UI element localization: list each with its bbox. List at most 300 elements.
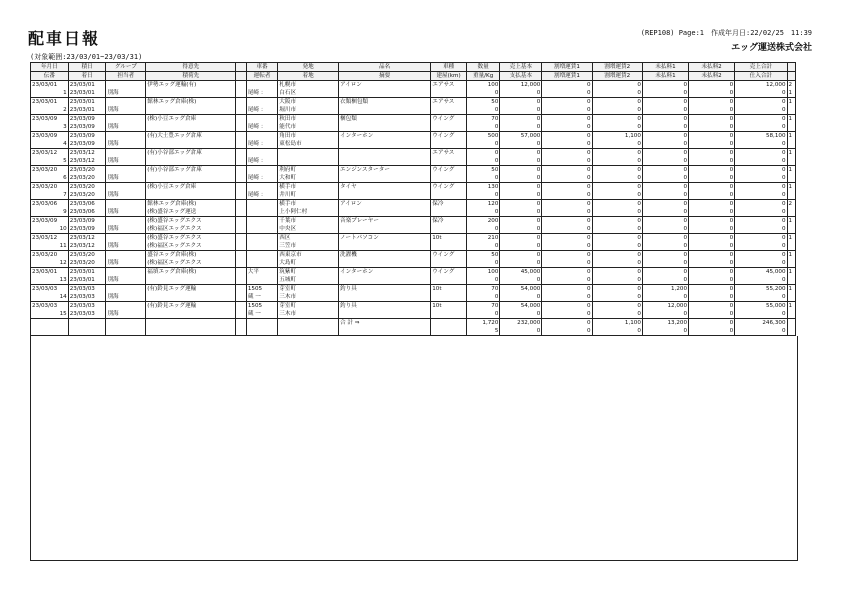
table-cell: 70 <box>466 302 500 311</box>
table-cell: 23/03/09 <box>31 115 69 124</box>
table-cell: 盛谷エッグ倉庫(株) <box>146 251 236 260</box>
table-cell <box>431 259 467 268</box>
table-row <box>31 89 796 98</box>
column-header: 積荷先 <box>146 72 236 81</box>
table-cell: 保冷 <box>431 217 467 226</box>
table-cell: 0 <box>735 234 787 243</box>
table-cell: 23/03/01 <box>68 268 106 277</box>
table-cell: 1 <box>787 115 795 124</box>
table-cell: 0 <box>466 276 500 285</box>
header-row-top <box>31 63 796 72</box>
table-cell: 0 <box>735 310 787 319</box>
table-cell: エアサス <box>431 81 467 90</box>
table-cell: 0 <box>592 200 642 209</box>
table-cell: 1 <box>787 149 795 158</box>
table-cell <box>236 327 246 336</box>
table-cell <box>246 98 277 107</box>
table-cell: 23/03/01 <box>68 106 106 115</box>
table-cell <box>339 123 431 132</box>
table-cell <box>246 234 277 243</box>
table-cell: 0 <box>642 174 688 183</box>
table-row <box>31 149 796 158</box>
table-row <box>31 225 796 234</box>
table-cell: 0 <box>500 149 542 158</box>
table-cell: 0 <box>642 89 688 98</box>
table-cell: 札幌市 <box>278 81 339 90</box>
table-cell: 0 <box>542 132 592 141</box>
table-cell <box>339 276 431 285</box>
table-cell <box>236 276 246 285</box>
column-header <box>787 72 795 81</box>
table-cell: 中央区 <box>278 225 339 234</box>
table-cell: 0 <box>500 310 542 319</box>
table-cell: 0 <box>689 157 735 166</box>
table-cell: 0 <box>735 208 787 217</box>
table-cell <box>278 319 339 328</box>
table-cell: (株)福区エッグエクス <box>146 259 236 268</box>
table-cell: 0 <box>500 115 542 124</box>
table-cell: 50 <box>466 251 500 260</box>
table-cell: 0 <box>689 132 735 141</box>
table-cell <box>787 259 795 268</box>
table-cell: 23/03/09 <box>68 225 106 234</box>
table-cell: 12,000 <box>735 81 787 90</box>
table-cell: 12 <box>31 259 69 268</box>
table-cell: 0 <box>735 174 787 183</box>
table-cell: 0 <box>642 208 688 217</box>
table-cell: 210 <box>466 234 500 243</box>
table-cell: 23/03/20 <box>68 259 106 268</box>
table-cell: 0 <box>592 183 642 192</box>
table-cell: 0 <box>689 140 735 149</box>
table-row <box>31 98 796 107</box>
table-cell: 23/03/01 <box>68 89 106 98</box>
date-range: (対象範囲:23/03/01~23/03/31) <box>30 53 143 61</box>
table-cell: 0 <box>466 310 500 319</box>
table-cell: 別海 <box>106 157 146 166</box>
totals-row <box>31 327 796 336</box>
table-cell <box>146 157 236 166</box>
table-cell: エンジンスターター <box>339 166 431 175</box>
table-cell: 0 <box>592 225 642 234</box>
table-cell: 0 <box>592 208 642 217</box>
table-cell: 0 <box>642 157 688 166</box>
totals-cell: 232,000 <box>500 319 542 328</box>
table-cell: 筑紫町 <box>278 268 339 277</box>
table-cell: 0 <box>642 251 688 260</box>
table-cell: (株)福区エッグエクス <box>146 242 236 251</box>
table-cell: 0 <box>735 200 787 209</box>
table-row <box>31 157 796 166</box>
column-header: 品名 <box>339 63 431 72</box>
table-cell: 23/03/06 <box>31 200 69 209</box>
column-header: 発地 <box>278 63 339 72</box>
table-cell: 0 <box>735 149 787 158</box>
table-cell: 23/03/12 <box>31 234 69 243</box>
table-cell: 1505 <box>246 285 277 294</box>
table-cell: (株)小豆エッグ倉庫 <box>146 183 236 192</box>
table-cell: 西区 <box>278 234 339 243</box>
table-cell <box>236 115 246 124</box>
table-cell <box>236 200 246 209</box>
table-row <box>31 285 796 294</box>
table-cell: 大平 <box>246 268 277 277</box>
table-cell <box>339 208 431 217</box>
table-cell <box>106 81 146 90</box>
table-row <box>31 234 796 243</box>
table-cell: 0 <box>542 251 592 260</box>
table-row <box>31 208 796 217</box>
table-cell: 蔵 一 <box>246 293 277 302</box>
table-cell: 梱包類 <box>339 115 431 124</box>
table-cell: 0 <box>689 310 735 319</box>
table-cell <box>246 276 277 285</box>
totals-label: 合 計 ⇒ <box>339 319 431 328</box>
table-cell: 1 <box>787 285 795 294</box>
table-cell: 0 <box>592 276 642 285</box>
company-name: エッグ運送株式会社 <box>731 43 812 53</box>
table-cell: 0 <box>735 115 787 124</box>
table-cell: 58,100 <box>735 132 787 141</box>
table-cell: 0 <box>542 183 592 192</box>
table-cell: 0 <box>735 89 787 98</box>
table-cell: 10t <box>431 285 467 294</box>
table-cell: 0 <box>542 81 592 90</box>
table-cell: 角田市 <box>278 132 339 141</box>
table-row <box>31 242 796 251</box>
table-row <box>31 174 796 183</box>
table-cell: 55,000 <box>735 302 787 311</box>
table-cell: ノートパソコン <box>339 234 431 243</box>
table-cell: アイロン <box>339 200 431 209</box>
table-cell <box>787 225 795 234</box>
table-cell: 0 <box>592 285 642 294</box>
table-cell: 0 <box>642 259 688 268</box>
column-header: 車番 <box>246 63 277 72</box>
table-cell <box>246 200 277 209</box>
table-cell: 0 <box>466 174 500 183</box>
table-cell: 0 <box>689 242 735 251</box>
table-cell: 0 <box>500 234 542 243</box>
dispatch-table <box>30 62 796 336</box>
table-cell: 0 <box>642 191 688 200</box>
table-cell: 23/03/20 <box>68 174 106 183</box>
table-cell: 0 <box>689 81 735 90</box>
table-cell: 尾崎 ： <box>246 106 277 115</box>
table-cell: 別海 <box>106 225 146 234</box>
table-cell <box>246 166 277 175</box>
table-cell <box>236 268 246 277</box>
table-cell: 衣類梱包類 <box>339 98 431 107</box>
column-header: 着地 <box>278 72 339 81</box>
table-cell: 1 <box>787 132 795 141</box>
table-cell: 0 <box>592 251 642 260</box>
table-cell: タイヤ <box>339 183 431 192</box>
totals-cell: 0 <box>542 327 592 336</box>
table-cell <box>339 327 431 336</box>
table-cell: 0 <box>466 140 500 149</box>
table-cell: 23/03/20 <box>68 166 106 175</box>
table-cell: 音楽プレーヤー <box>339 217 431 226</box>
table-cell: 0 <box>642 225 688 234</box>
table-row <box>31 293 796 302</box>
table-cell: 23/03/09 <box>31 217 69 226</box>
table-cell: 東松島市 <box>278 140 339 149</box>
table-cell <box>246 242 277 251</box>
table-cell: 1,100 <box>592 132 642 141</box>
table-cell: 23/03/03 <box>31 285 69 294</box>
table-cell: 0 <box>500 225 542 234</box>
table-cell: 1 <box>787 302 795 311</box>
table-cell: 0 <box>592 268 642 277</box>
table-cell: 0 <box>642 98 688 107</box>
table-cell: ウイング <box>431 268 467 277</box>
column-header: 摘要 <box>339 72 431 81</box>
table-cell: 秋田市 <box>278 115 339 124</box>
table-cell <box>431 242 467 251</box>
table-cell: 0 <box>542 106 592 115</box>
table-cell: 14 <box>31 293 69 302</box>
table-cell <box>236 174 246 183</box>
column-header: 数量 <box>466 63 500 72</box>
table-cell: 1 <box>31 89 69 98</box>
table-cell: 0 <box>466 106 500 115</box>
table-cell <box>106 217 146 226</box>
table-cell: 0 <box>642 123 688 132</box>
table-cell: 23/03/09 <box>68 132 106 141</box>
table-cell: 0 <box>735 225 787 234</box>
table-cell: 0 <box>592 106 642 115</box>
table-cell <box>106 234 146 243</box>
table-cell <box>787 157 795 166</box>
table-cell <box>431 191 467 200</box>
column-header: 建屋(km) <box>431 72 467 81</box>
table-cell <box>246 225 277 234</box>
table-cell <box>106 327 146 336</box>
table-cell: 0 <box>689 89 735 98</box>
table-cell <box>146 310 236 319</box>
table-cell <box>106 166 146 175</box>
table-cell: 2 <box>787 200 795 209</box>
column-header <box>787 63 795 72</box>
table-cell: 0 <box>542 174 592 183</box>
table-cell: 1 <box>787 217 795 226</box>
table-cell: 23/03/01 <box>68 81 106 90</box>
column-header: 売上基本 <box>500 63 542 72</box>
table-cell: 23/03/09 <box>31 132 69 141</box>
table-cell <box>431 327 467 336</box>
table-cell: 0 <box>689 259 735 268</box>
table-cell <box>236 166 246 175</box>
table-cell <box>246 208 277 217</box>
table-cell: 1,200 <box>642 285 688 294</box>
table-cell <box>787 174 795 183</box>
column-header: 積日 <box>68 63 106 72</box>
table-cell: 1 <box>787 268 795 277</box>
table-cell: 120 <box>466 200 500 209</box>
table-row <box>31 302 796 311</box>
table-cell: 0 <box>735 98 787 107</box>
table-cell: 23/03/03 <box>68 302 106 311</box>
table-cell: 23/03/01 <box>68 276 106 285</box>
table-cell: 23/03/09 <box>68 140 106 149</box>
table-cell: 23/03/06 <box>68 208 106 217</box>
table-cell: 0 <box>466 208 500 217</box>
table-cell: 0 <box>466 123 500 132</box>
table-cell: 0 <box>592 89 642 98</box>
table-cell <box>278 149 339 158</box>
table-cell <box>787 242 795 251</box>
table-cell: 23/03/01 <box>31 98 69 107</box>
table-cell <box>246 149 277 158</box>
table-cell: 尾崎 ： <box>246 157 277 166</box>
table-cell: 0 <box>689 251 735 260</box>
table-cell <box>787 191 795 200</box>
table-cell: 0 <box>592 242 642 251</box>
table-cell: 0 <box>735 106 787 115</box>
table-cell: ウイング <box>431 132 467 141</box>
table-row <box>31 191 796 200</box>
table-cell: 0 <box>735 217 787 226</box>
table-cell: 尾崎 ： <box>246 174 277 183</box>
table-cell: 0 <box>500 276 542 285</box>
table-cell: 大和町 <box>278 174 339 183</box>
table-cell: 0 <box>689 183 735 192</box>
table-cell: 0 <box>500 183 542 192</box>
table-cell: 0 <box>500 251 542 260</box>
table-row <box>31 106 796 115</box>
table-cell: 別海 <box>106 293 146 302</box>
report-meta: (REP108) Page:1 作成年月日:22/02/25 11:39 <box>640 29 812 37</box>
table-cell <box>278 327 339 336</box>
table-cell: 0 <box>642 115 688 124</box>
table-cell: 0 <box>542 259 592 268</box>
table-cell <box>431 157 467 166</box>
table-cell: 0 <box>542 225 592 234</box>
table-cell <box>339 106 431 115</box>
table-cell <box>339 225 431 234</box>
table-cell: 0 <box>735 251 787 260</box>
table-empty-area <box>30 336 798 561</box>
table-row <box>31 166 796 175</box>
table-cell: 1 <box>787 98 795 107</box>
table-cell: 堀川市 <box>278 106 339 115</box>
table-cell: 別海 <box>106 208 146 217</box>
column-header: 担当者 <box>106 72 146 81</box>
totals-cell: 0 <box>500 327 542 336</box>
table-cell: 井川町 <box>278 191 339 200</box>
table-cell: 0 <box>689 98 735 107</box>
table-cell <box>339 149 431 158</box>
column-header: グループ <box>106 63 146 72</box>
table-cell <box>431 225 467 234</box>
table-row <box>31 200 796 209</box>
column-header: 未払料2 <box>689 63 735 72</box>
table-row <box>31 183 796 192</box>
table-cell <box>236 242 246 251</box>
table-cell: 0 <box>500 140 542 149</box>
table-cell: (有)小谷部エッグ倉庫 <box>146 149 236 158</box>
table-cell <box>431 208 467 217</box>
table-row <box>31 268 796 277</box>
table-cell <box>31 327 69 336</box>
table-cell: 0 <box>592 166 642 175</box>
table-cell <box>246 132 277 141</box>
column-header: 未払料1 <box>642 72 688 81</box>
table-cell <box>106 115 146 124</box>
column-header: 割増運賃1 <box>542 63 592 72</box>
table-cell: 12,000 <box>642 302 688 311</box>
table-cell <box>246 217 277 226</box>
table-cell: 0 <box>642 183 688 192</box>
table-cell: 0 <box>735 259 787 268</box>
table-cell: 0 <box>542 191 592 200</box>
table-cell: 200 <box>466 217 500 226</box>
totals-cell: 0 <box>542 319 592 328</box>
column-header: 仕入合計 <box>735 72 787 81</box>
table-cell: 0 <box>542 234 592 243</box>
table-cell: 0 <box>642 276 688 285</box>
table-cell: 70 <box>466 285 500 294</box>
table-cell: 0 <box>466 149 500 158</box>
totals-cell: 5 <box>466 327 500 336</box>
table-cell: 23/03/12 <box>68 234 106 243</box>
table-cell <box>246 251 277 260</box>
report-title: 配車日報 <box>28 29 101 48</box>
table-cell: 5 <box>31 157 69 166</box>
table-cell: 尾崎 ： <box>246 123 277 132</box>
table-cell <box>106 251 146 260</box>
table-cell: 23/03/20 <box>68 251 106 260</box>
table-row <box>31 276 796 285</box>
table-cell: 0 <box>592 217 642 226</box>
table-cell <box>146 276 236 285</box>
table-cell: 23/03/12 <box>68 242 106 251</box>
table-cell: 0 <box>500 293 542 302</box>
table-cell <box>146 191 236 200</box>
table-cell <box>106 149 146 158</box>
table-cell: 54,000 <box>500 285 542 294</box>
table-cell <box>246 81 277 90</box>
table-cell: 0 <box>592 98 642 107</box>
table-cell: 0 <box>592 149 642 158</box>
table-cell: 0 <box>689 225 735 234</box>
table-cell: 0 <box>689 191 735 200</box>
table-cell: 23/03/03 <box>68 310 106 319</box>
table-cell: 0 <box>542 268 592 277</box>
table-cell: 0 <box>689 285 735 294</box>
table-cell: 57,000 <box>500 132 542 141</box>
table-cell: 0 <box>642 106 688 115</box>
table-cell: 0 <box>592 293 642 302</box>
table-cell: (有)鈴見エッグ運輸 <box>146 285 236 294</box>
table-cell: 9 <box>31 208 69 217</box>
table-cell <box>431 123 467 132</box>
table-cell: 23/03/09 <box>68 123 106 132</box>
table-cell: 大阪市 <box>278 98 339 107</box>
table-cell: 23/03/06 <box>68 200 106 209</box>
table-cell: 0 <box>500 208 542 217</box>
table-cell: 0 <box>542 98 592 107</box>
table-cell: 千葉市 <box>278 217 339 226</box>
table-cell <box>431 140 467 149</box>
table-cell: 0 <box>592 123 642 132</box>
table-cell: 0 <box>542 242 592 251</box>
table-cell: 保冷 <box>431 200 467 209</box>
table-cell: 0 <box>500 174 542 183</box>
table-cell: 別海 <box>106 191 146 200</box>
table-cell: 23/03/03 <box>68 285 106 294</box>
